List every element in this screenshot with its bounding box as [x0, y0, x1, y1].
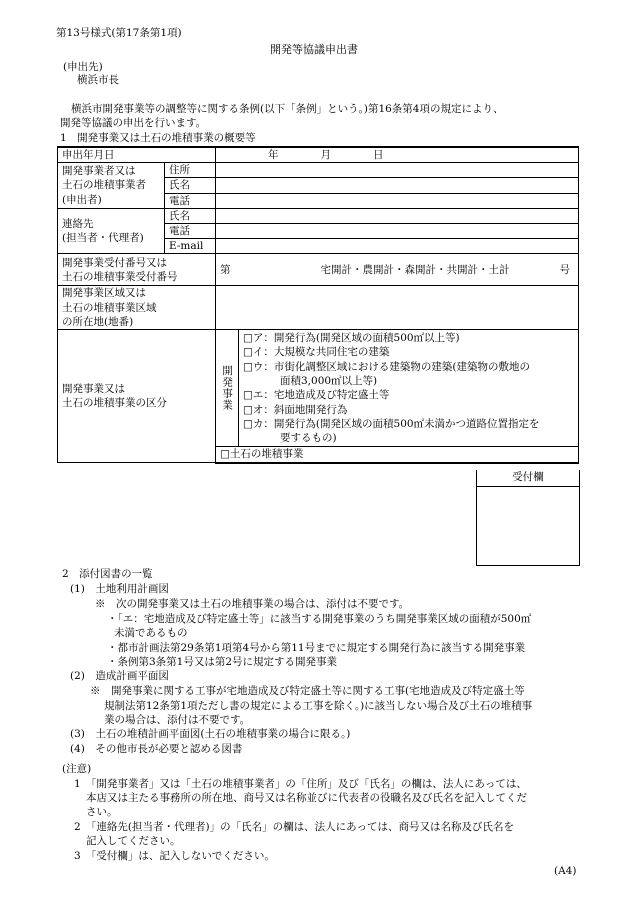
option-e-checkbox[interactable]: □エ：宅地造成及び特定盛土等: [243, 389, 390, 402]
note-1-line-2: 本店又は主たる事務所の所在地、商号又は名称並びに代表者の役職名及び氏名を記入してくだ: [86, 792, 527, 804]
classification-label-line1: 開発事業又は: [62, 382, 125, 395]
contact-name-field[interactable]: [216, 208, 579, 223]
contact-phone-field[interactable]: [216, 223, 579, 238]
address-label: 住所: [165, 163, 216, 178]
receipt-box: [476, 470, 580, 566]
paper-size-label: (A4): [554, 865, 577, 877]
applicant-label-line2: 土石の堆積事業者: [62, 179, 146, 192]
phone-label: 電話: [165, 193, 216, 208]
email-field[interactable]: [216, 239, 579, 254]
receipt-number-types: 宅開計・農開計・森開計・共開計・土計: [320, 263, 510, 276]
phone-field[interactable]: [216, 193, 579, 208]
option-a-checkbox[interactable]: □ア：開発行為(開発区域の面積500㎡以上等): [243, 332, 460, 345]
classification-label: [58, 330, 216, 463]
applicant-label-line1: 開発事業者又は: [62, 165, 136, 178]
applicant-label: [58, 163, 165, 209]
option-u-continued: 面積3,000㎡以上等): [280, 375, 378, 387]
area-label-line3: の所在地(地番): [62, 315, 134, 328]
applicant-label-line3: (申出者): [62, 193, 102, 206]
option-i-checkbox[interactable]: □イ：大規模な共同住宅の建築: [243, 346, 390, 359]
notes-heading: (注意): [62, 763, 92, 775]
area-label-line2: 土石の堆積事業区域: [62, 301, 157, 314]
email-label: E-mail: [165, 239, 216, 254]
option-o-checkbox[interactable]: □オ：斜面地開発行為: [243, 403, 348, 416]
attachment-1-bullet-1: ・「エ：宅地造成及び特定盛土等」に該当する開発事業のうち開発事業区域の面積が500㎡: [107, 613, 532, 625]
addressee-name: 横浜市長: [77, 74, 119, 86]
attachment-2: (2) 造成計画平面図: [70, 670, 169, 682]
attachment-4: (4) その他市長が必要と認める図書: [70, 743, 243, 755]
note-3: 3 「受付欄」は、記入しないでください。: [74, 850, 275, 862]
receipt-box-label: 受付欄: [477, 470, 579, 487]
area-label-line1: 開発事業区域又は: [62, 287, 146, 300]
receipt-number-label-line1: 開発事業受付番号又は: [62, 256, 167, 269]
attachment-1-note: ※ 次の開発事業又は土石の堆積事業の場合は、添付は不要です。: [95, 598, 410, 610]
addressee-label: (申出先): [63, 61, 103, 73]
contact-name-label: 氏名: [165, 208, 216, 223]
receipt-number-suffix: 号: [559, 263, 570, 276]
receipt-number-prefix: 第: [220, 263, 231, 276]
date-field[interactable]: 年 月 日: [216, 147, 579, 163]
attachment-2-note-2: 規制法第12条第1項ただし書の規定による工事を除く。)に該当しない場合及び土石の堆積事: [104, 700, 533, 712]
name-label: 氏名: [165, 178, 216, 193]
option-u-checkbox[interactable]: □ウ：市街化調整区域における建築物の建築(建築物の敷地の: [243, 360, 531, 373]
attachment-1-bullet-1-cont: 未満であるもの: [114, 627, 188, 639]
address-field[interactable]: [216, 163, 579, 178]
section-1-heading: 1 開発事業又は土石の堆積事業の概要等: [60, 132, 256, 144]
receipt-number-field[interactable]: [216, 254, 579, 286]
date-label: 申出年月日: [58, 147, 216, 163]
contact-phone-label: 電話: [165, 223, 216, 238]
stone-pile-checkbox[interactable]: □土石の堆積事業: [216, 447, 579, 463]
contact-label-line1: 連絡先: [62, 217, 94, 230]
classification-label-line2: 土石の堆積事業の区分: [62, 397, 167, 410]
overview-table: [57, 146, 579, 464]
intro-line-2: 開発等協議の申出を行います。: [60, 117, 207, 129]
page-title: 開発等協議申出書: [270, 43, 358, 56]
area-field[interactable]: [216, 286, 579, 330]
attachment-1: (1) 土地利用計画図: [70, 583, 169, 595]
note-1-line-1: 1 「開発事業者」又は「土石の堆積事業者」の「住所」及び「氏名」の欄は、法人にあっては、: [74, 778, 527, 790]
note-1-line-3: さい。: [86, 806, 118, 818]
receipt-number-label-line2: 土石の堆積事業受付番号: [62, 270, 178, 283]
development-category-label: 開発事業: [216, 330, 239, 446]
section-2-heading: 2 添付図書の一覧: [62, 568, 153, 580]
contact-label-line2: (担当者・代理者): [62, 231, 144, 244]
attachment-1-bullet-3: ・条例第3条第1号又は第2号に規定する開発事業: [107, 656, 338, 668]
contact-label: [58, 208, 165, 254]
form-number: 第13号様式(第17条第1項): [56, 27, 182, 39]
attachment-2-note-1: ※ 開発事業に関する工事が宅地造成及び特定盛土等に関する工事(宅地造成及び特定盛土等: [90, 685, 525, 697]
name-field[interactable]: [216, 178, 579, 193]
receipt-number-label: [58, 254, 216, 286]
attachment-1-bullet-2: ・都市計画法第29条第1項第4号から第11号までに規定する開発行為に該当する開発事業: [107, 642, 526, 654]
option-ka-checkbox[interactable]: □カ：開発行為(開発区域の面積500㎡未満かつ道路位置指定を: [243, 417, 540, 430]
attachment-2-note-3: 業の場合は、添付は不要です。: [104, 714, 251, 726]
development-options-cell: [216, 330, 579, 447]
intro-line-1: 横浜市開発事業等の調整等に関する条例(以下「条例」という。)第16条第4項の規定により、: [71, 103, 504, 115]
option-ka-continued: 要するもの): [280, 432, 337, 445]
note-2-line-2: 記入してください。: [86, 835, 181, 847]
note-2-line-1: 2 「連絡先(担当者・代理者)」の「氏名」の欄は、法人にあっては、商号又は名称及び氏名を: [74, 821, 515, 833]
area-label: [58, 286, 216, 330]
attachment-3: (3) 土石の堆積計画平面図(土石の堆積事業の場合に限る。): [70, 728, 351, 740]
